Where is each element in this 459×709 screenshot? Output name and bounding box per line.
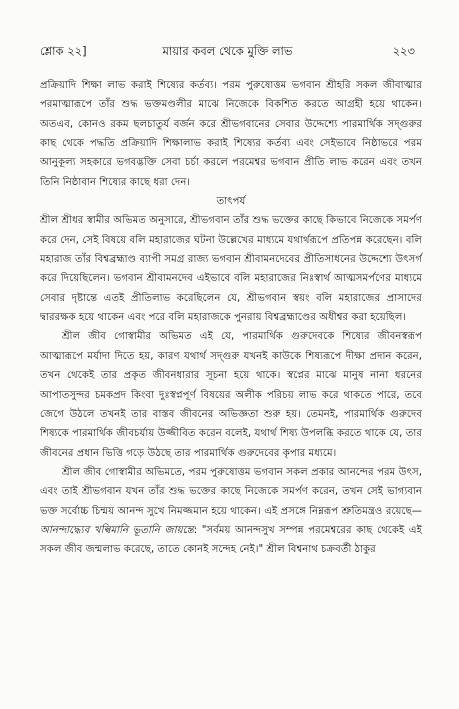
purport-heading: তাৎপর্য (216, 196, 246, 208)
translation-paragraph: প্রক্রিয়াদি শিক্ষা লাভ করাই শিষ্যের কর্তব্য। পরম পুরুষোত্তম ভগবান শ্রীহরি সকল জীবাত্মার পরমাত্মারূপে তাঁর শুদ্ধ ভক্তমণ্ডলীর মাঝে নিজেকে বিকশিত করতে আগ্রহী হয়ে থাকেন। অতএব, কোনও রকম ছলচাতুর্য বর্জন করে শ্রীভগবানের সেবার উদ্দেশ্যে পারমার্থিক সদ্গুরুর কাছ থেকে পদ্ধতি প্রক্রিয়াদি শিক্ষালাভ করাই শিষ্যের কর্তব্য এবং সেইভাবে নিষ্ঠাভরে পরম আনুকূল্য সহকারে ভগবদ্ভক্তি সেবা চর্চা করলে পরমেশ্বর ভগবান প্রীতি লাভ করেন এবং তখন তিনি নিষ্ঠাবান শিষ্যের কাছে ধরা দেন। (40, 80, 422, 188)
sanskrit-quote: আনন্দাদ্ধ্যেব খল্বিমানি ভূতানি জায়ন্তে (40, 524, 194, 536)
page-body (40, 76, 422, 560)
paragraph-text: শ্রীল জীব গোস্বামীর অভিমতে, পরম পুরুষোত্তম ভগবান সকল প্রকার আনন্দের পরম উৎস, এবং তাই শ্রীভগবান যখন তাঁর শুদ্ধ ভক্তের কাছে নিজেকে সমর্পণ করেন, তখন সেই ভাগ্যবান ভক্ত সর্বোচ্চ চিন্ময় আনন্দ সুখে নিমজ্জমান হয়ে থাকেন। এই প্রসঙ্গে নিম্নরূপ শ্রুতিমন্ত্রও রয়েছে— (40, 466, 422, 517)
purport-paragraph-1: শ্রীল শ্রীধর স্বামীর অভিমত অনুসারে, শ্রীভগবান তাঁর শুদ্ধ ভক্তের কাছে কিভাবে নিজেকে সমর্পণ করে দেন, সেই বিষয়ে বলি মহারাজের ঘটনা উল্লেখের মাধ্যমে যথার্থরূপে প্রতিপন্ন করেছেন। বলি মহারাজ তাঁর বিশ্বব্রহ্মাণ্ড ব্যাপী সমগ্র রাজ্য ভগবান শ্রীবামনদেবের প্রীতিসাধনের উদ্দেশ্যে উৎসর্গ করে দিয়েছিলেন। ভগবান শ্রীবামনদেব এইভাবে বলি মহারাজের নিঃস্বার্থ আত্মসমর্পণের মাধ্যমে সেবার দৃষ্টান্তে এতই প্রীতিলাভ করেছিলেন যে, শ্রীভগবান স্বয়ং বলি মহারাজের প্রাসাদের দ্বাররক্ষক হয়ে থাকেন এবং পরে বলি মহারাজকে পুনরায় বিশ্বব্রহ্মাণ্ডের অধীশ্বর করা হয়েছিল। (40, 215, 422, 324)
purport-paragraph-3 (40, 463, 422, 560)
page-number: ২২৩ (392, 44, 415, 58)
page-header (40, 43, 415, 63)
verse-reference: শ্লোক ২২] (40, 44, 87, 58)
purport-paragraph-2: শ্রীল জীব গোস্বামীর অভিমত এই যে, পারমার্থিক গুরুদেবকে শিষ্যের জীবনস্বরূপ আত্মারূপে মর্যাদা দিতে হয়, কারণ যথার্থ সদ্গুরু যখনই কাউকে শিষ্যরূপে দীক্ষা প্রদান করেন, তখন থেকেই তার প্রকৃত জীবনধারার সূচনা হয়ে থাকে। স্বপ্নের মাঝে মানুষ নানা ধরনের আপাতসুন্দর চমকপ্রদ কিংবা দুঃস্বপ্নপূর্ণ বিষয়ের অলীক পরিচয় লাভ করে থাকতে পারে, তবে জেগে উঠলে তখনই তার বাস্তব জীবনের অভিজ্ঞতা শুরু হয়। তেমনই, পারমার্থিক গুরুদেব শিষ্যকে পারমার্থিক জীবচর্যায় উজ্জীবিত করেন বলেই, যথার্থ শিষ্য উপলব্ধি করতে থাকে যে, তার জীবনের প্রধান ভিত্তি গড়ে উঠছে তার পারমার্থিক গুরুদেবের কৃপার মধ্যমে। (40, 331, 422, 459)
paragraph-tail: : "সর্বময় আনন্দসুখ সম্পন্ন পরমেশ্বরের কাছ থেকেই এই সকল জীব জন্মলাভ করেছে, তাতে কোনই সন্দেহ নেই।" শ্রীল বিশ্বনাথ চক্রবর্তী ঠাকুর (40, 524, 422, 556)
chapter-title: মায়ার কবল থেকে মুক্তি লাভ (162, 44, 293, 58)
